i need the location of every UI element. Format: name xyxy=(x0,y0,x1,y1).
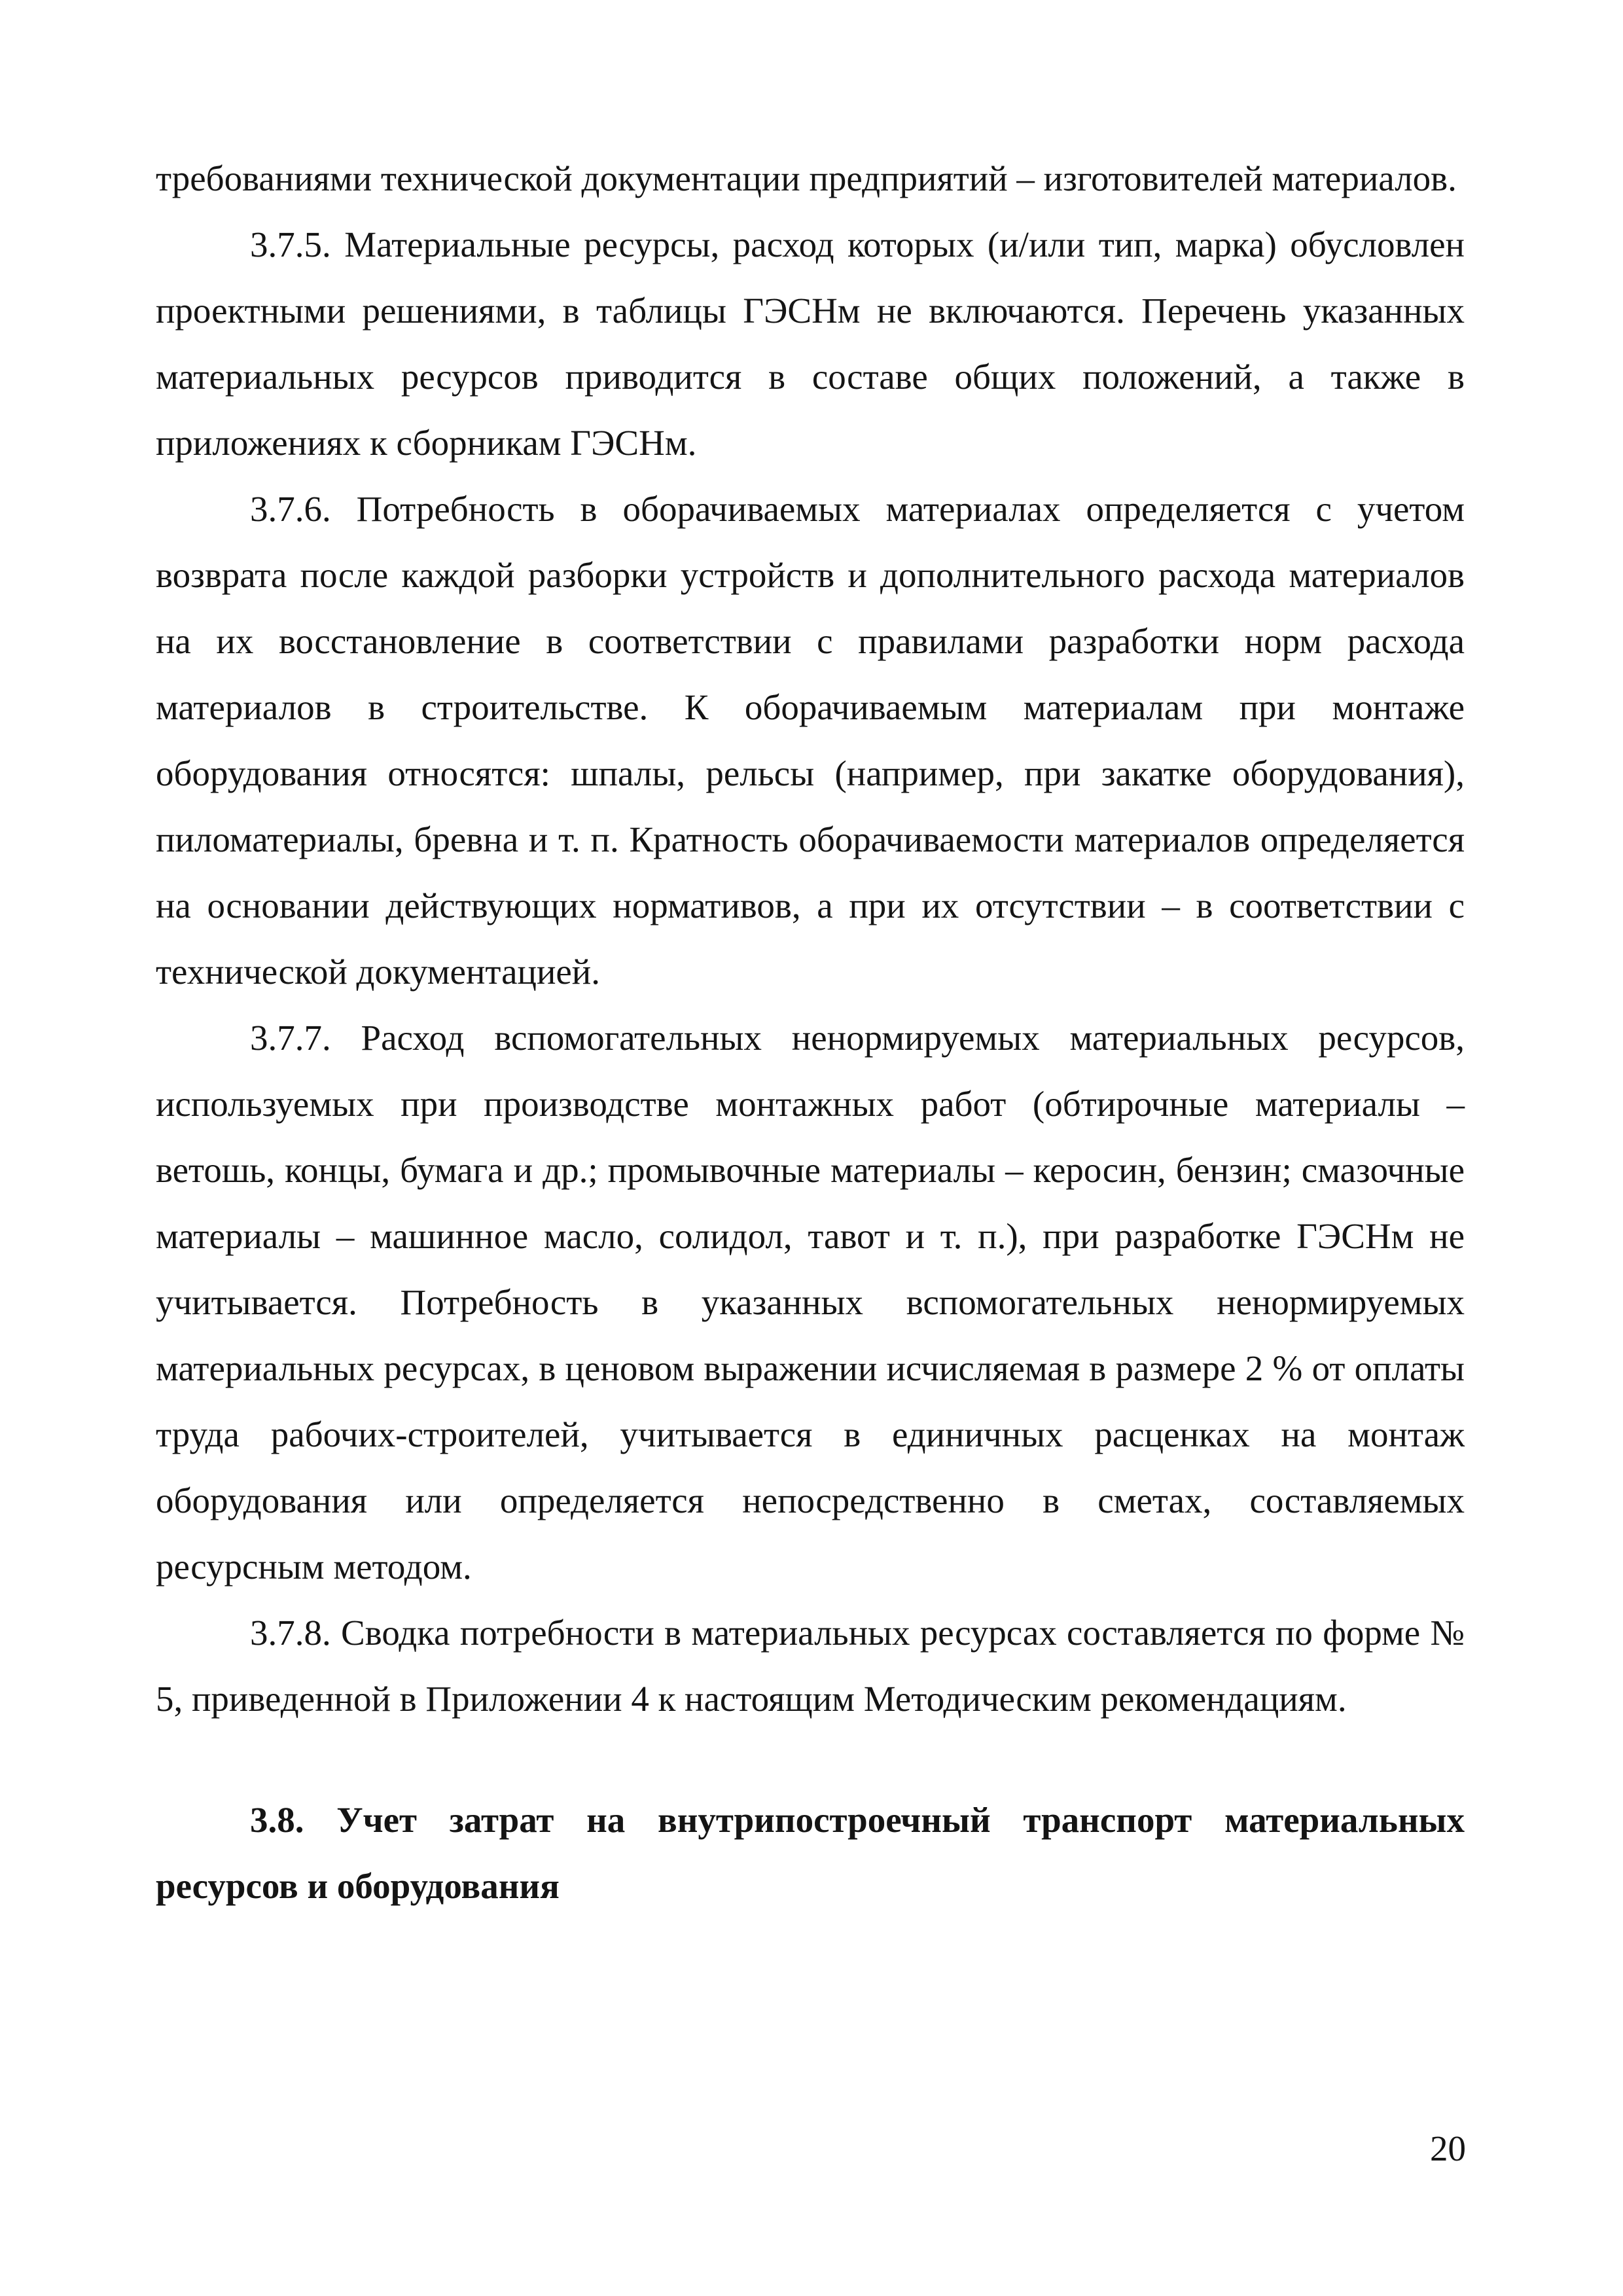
section-heading-3-8: 3.8. Учет затрат на внутрипостроечный транспорт материальных ресурсов и оборудования xyxy=(156,1800,1465,1906)
paragraph-3-7-5: 3.7.5. Материальные ресурсы, расход которых (и/или тип, марка) обусловлен проектными решениями, в таблицы ГЭСНм не включаются. Перечень указанных материальных ресурсов приводится в составе общих положений, а также в приложениях к сборникам ГЭСНм. xyxy=(156,224,1465,463)
document-body xyxy=(156,145,1465,1919)
paragraph-continuation: требованиями технической документации предприятий – изготовителей материалов. xyxy=(156,158,1457,198)
page-number: 20 xyxy=(1430,2128,1466,2168)
paragraph-3-7-7: 3.7.7. Расход вспомогательных ненормируемых материальных ресурсов, используемых при производстве монтажных работ (обтирочные материалы – ветошь, концы, бумага и др.; промывочные материалы – керосин, бензин; смазочные материалы – машинное масло, солидол, тавот и т. п.), при разработке ГЭСНм не учитывается. Потребность в указанных вспомогательных ненормируемых материальных ресурсах, в ценовом выражении исчисляемая в размере 2 % от оплаты труда рабочих-строителей, учитывается в единичных расценках на монтаж оборудования или определяется непосредственно в сметах, составляемых ресурсным методом. xyxy=(156,1018,1465,1587)
paragraph-3-7-8: 3.7.8. Сводка потребности в материальных ресурсах составляется по форме № 5, приведенной в Приложении 4 к настоящим Методическим рекомендациям. xyxy=(156,1613,1465,1719)
paragraph-3-7-6: 3.7.6. Потребность в оборачиваемых материалах определяется с учетом возврата после каждой разборки устройств и дополнительного расхода материалов на их восстановление в соответствии с правилами разработки норм расхода материалов в строительстве. К оборачиваемым материалам при монтаже оборудования относятся: шпалы, рельсы (например, при закатке оборудования), пиломатериалы, бревна и т. п. Кратность оборачиваемости материалов определяется на основании действующих нормативов, а при их отсутствии – в соответствии с технической документацией. xyxy=(156,489,1465,992)
